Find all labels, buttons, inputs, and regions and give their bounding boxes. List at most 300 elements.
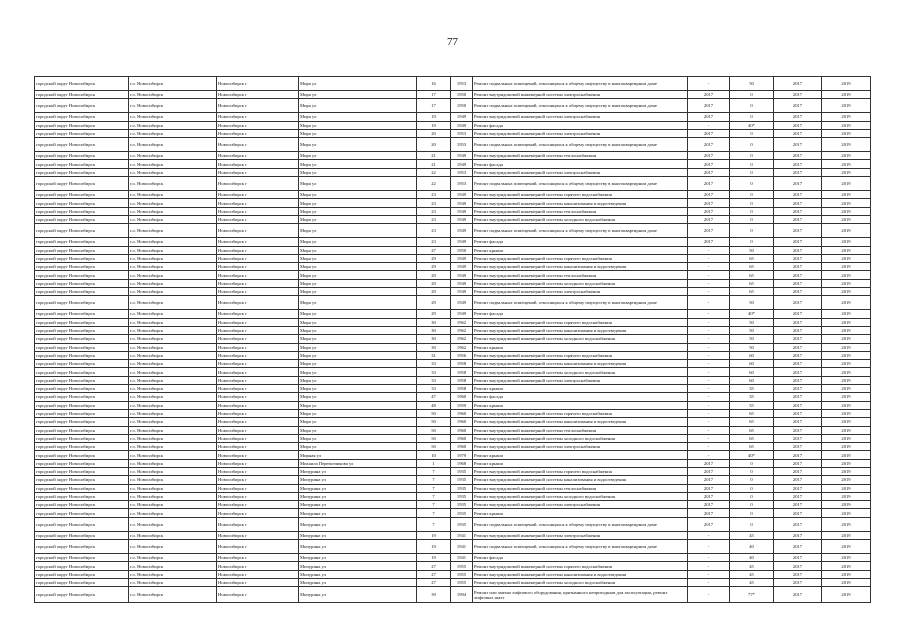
cell-year-from: 2017 (774, 517, 822, 531)
cell-settlement: г.о. Новосибирск (129, 501, 217, 509)
cell-end-year: 0 (730, 129, 774, 137)
cell-house: 29 (417, 296, 451, 310)
cell-municipality: городской округ Новосибирск (35, 296, 129, 310)
cell-municipality: городской округ Новосибирск (35, 121, 129, 129)
cell-street: Мира ул (299, 426, 417, 434)
cell-settlement: г.о. Новосибирск (129, 326, 217, 334)
cell-year: 1960 (451, 418, 473, 426)
cell-year-from: 2017 (774, 121, 822, 129)
cell-year: 1949 (451, 199, 473, 207)
cell-locality: Новосибирск г (217, 91, 299, 99)
cell-year-from: 2017 (774, 326, 822, 334)
cell-work-type: Ремонт внутридомовой инженерной системы горячего водоснабжения (473, 351, 688, 359)
cell-year-to: 2019 (822, 476, 871, 484)
cell-street: Мира ул (299, 409, 417, 417)
cell-end-year: 0 (730, 207, 774, 215)
table-row (35, 401, 871, 409)
cell-year-from: 2017 (774, 318, 822, 326)
cell-start-year: 2017 (688, 215, 730, 223)
cell-locality: Новосибирск г (217, 263, 299, 271)
cell-end-year: 0 (730, 476, 774, 484)
cell-end-year: 65 (730, 409, 774, 417)
cell-work-type: Ремонт крыши (473, 451, 688, 459)
cell-end-year: 0 (730, 177, 774, 191)
cell-work-type: Ремонт фасада (473, 238, 688, 246)
cell-end-year: 0 (730, 191, 774, 199)
cell-work-type: Ремонт внутридомовой инженерной системы канализования и водоотведения (473, 360, 688, 368)
cell-settlement: г.о. Новосибирск (129, 91, 217, 99)
cell-year-to: 2019 (822, 409, 871, 417)
cell-municipality: городской округ Новосибирск (35, 279, 129, 287)
cell-municipality: городской округ Новосибирск (35, 138, 129, 152)
cell-end-year: 50 (730, 326, 774, 334)
cell-settlement: г.о. Новосибирск (129, 224, 217, 238)
cell-settlement: г.о. Новосибирск (129, 335, 217, 343)
cell-end-year: 0 (730, 509, 774, 517)
cell-year-from: 2017 (774, 168, 822, 176)
table-row (35, 168, 871, 176)
cell-year: 1935 (451, 509, 473, 517)
cell-locality: Новосибирск г (217, 113, 299, 121)
cell-locality: Новосибирск г (217, 152, 299, 160)
cell-municipality: городской округ Новосибирск (35, 215, 129, 223)
cell-end-year: 60 (730, 376, 774, 384)
cell-street: Мира ул (299, 385, 417, 393)
cell-locality: Новосибирск г (217, 326, 299, 334)
cell-house: 19 (417, 554, 451, 562)
cell-start-year: 2017 (688, 168, 730, 176)
cell-locality: Новосибирск г (217, 476, 299, 484)
cell-end-year: 65 (730, 434, 774, 442)
cell-locality: Новосибирск г (217, 207, 299, 215)
cell-year: 1960 (451, 409, 473, 417)
cell-end-year: 40* (730, 451, 774, 459)
table-row (35, 562, 871, 570)
cell-settlement: г.о. Новосибирск (129, 531, 217, 539)
cell-year-from: 2017 (774, 246, 822, 254)
table-row (35, 160, 871, 168)
cell-work-type: Ремонт крыши (473, 343, 688, 351)
cell-year: 1953 (451, 77, 473, 91)
cell-settlement: г.о. Новосибирск (129, 451, 217, 459)
table-row (35, 177, 871, 191)
table-row (35, 138, 871, 152)
cell-year: 1949 (451, 263, 473, 271)
cell-year-to: 2019 (822, 215, 871, 223)
cell-end-year: 45 (730, 578, 774, 586)
cell-year-from: 2017 (774, 199, 822, 207)
cell-municipality: городской округ Новосибирск (35, 418, 129, 426)
cell-house: 50 (417, 426, 451, 434)
cell-settlement: г.о. Новосибирск (129, 570, 217, 578)
cell-end-year: 0 (730, 238, 774, 246)
cell-year-to: 2019 (822, 138, 871, 152)
cell-street: Мира ул (299, 271, 417, 279)
cell-house: 33 (417, 385, 451, 393)
cell-street: Мира ул (299, 199, 417, 207)
cell-work-type: Ремонт внутридомовой инженерной системы канализования и водоотведения (473, 326, 688, 334)
cell-year-to: 2019 (822, 418, 871, 426)
table-row (35, 310, 871, 318)
cell-house: 22 (417, 168, 451, 176)
cell-municipality: городской округ Новосибирск (35, 326, 129, 334)
cell-locality: Новосибирск г (217, 570, 299, 578)
cell-street: Мира ул (299, 129, 417, 137)
cell-work-type: Ремонт фасада (473, 160, 688, 168)
cell-house: 23 (417, 199, 451, 207)
cell-municipality: городской округ Новосибирск (35, 129, 129, 137)
cell-year: 1968 (451, 459, 473, 467)
cell-street: Мира ул (299, 254, 417, 262)
cell-year: 1949 (451, 207, 473, 215)
cell-start-year: 2017 (688, 501, 730, 509)
cell-start-year: - (688, 271, 730, 279)
cell-house: 19 (417, 531, 451, 539)
cell-end-year: 50 (730, 343, 774, 351)
table-row (35, 492, 871, 500)
cell-year: 1949 (451, 224, 473, 238)
cell-settlement: г.о. Новосибирск (129, 254, 217, 262)
cell-year-to: 2019 (822, 191, 871, 199)
cell-locality: Новосибирск г (217, 310, 299, 318)
table-row (35, 451, 871, 459)
cell-start-year: - (688, 393, 730, 401)
cell-year-from: 2017 (774, 254, 822, 262)
cell-year-from: 2017 (774, 152, 822, 160)
cell-house: 19 (417, 540, 451, 554)
cell-locality: Новосибирск г (217, 99, 299, 113)
cell-municipality: городской округ Новосибирск (35, 254, 129, 262)
table-row (35, 509, 871, 517)
cell-street: Михаила Перевозчикова ул (299, 459, 417, 467)
cell-street: Мира ул (299, 393, 417, 401)
cell-municipality: городской округ Новосибирск (35, 401, 129, 409)
cell-year: 1941 (451, 540, 473, 554)
cell-settlement: г.о. Новосибирск (129, 343, 217, 351)
cell-settlement: г.о. Новосибирск (129, 492, 217, 500)
cell-street: Мира ул (299, 418, 417, 426)
cell-locality: Новосибирск г (217, 279, 299, 287)
cell-locality: Новосибирск г (217, 177, 299, 191)
cell-start-year: - (688, 326, 730, 334)
cell-street: Мира ул (299, 238, 417, 246)
cell-street: Мира ул (299, 360, 417, 368)
cell-locality: Новосибирск г (217, 418, 299, 426)
cell-year-from: 2017 (774, 360, 822, 368)
cell-year-to: 2019 (822, 279, 871, 287)
cell-year-from: 2017 (774, 501, 822, 509)
cell-end-year: 50 (730, 246, 774, 254)
cell-settlement: г.о. Новосибирск (129, 578, 217, 586)
cell-year: 1958 (451, 360, 473, 368)
cell-start-year: 2017 (688, 459, 730, 467)
table-row (35, 540, 871, 554)
table-row (35, 113, 871, 121)
cell-year-from: 2017 (774, 99, 822, 113)
cell-year: 1941 (451, 531, 473, 539)
cell-street: Мира ул (299, 177, 417, 191)
cell-municipality: городской округ Новосибирск (35, 207, 129, 215)
cell-street: Мичурина ул (299, 509, 417, 517)
cell-house: 17 (417, 99, 451, 113)
cell-municipality: городской округ Новосибирск (35, 540, 129, 554)
cell-street: Мира ул (299, 296, 417, 310)
cell-municipality: городской округ Новосибирск (35, 451, 129, 459)
cell-start-year: - (688, 368, 730, 376)
cell-year-from: 2017 (774, 138, 822, 152)
table-row (35, 121, 871, 129)
table-row (35, 484, 871, 492)
table-row (35, 376, 871, 384)
cell-work-type: Ремонт фасада (473, 554, 688, 562)
cell-house: 23 (417, 207, 451, 215)
cell-street: Мира ул (299, 443, 417, 451)
cell-municipality: городской округ Новосибирск (35, 368, 129, 376)
cell-end-year: 50 (730, 77, 774, 91)
table-row (35, 517, 871, 531)
cell-year: 1959 (451, 401, 473, 409)
table-row (35, 199, 871, 207)
table-row (35, 288, 871, 296)
cell-settlement: г.о. Новосибирск (129, 484, 217, 492)
cell-end-year: 0 (730, 501, 774, 509)
cell-start-year: - (688, 121, 730, 129)
cell-settlement: г.о. Новосибирск (129, 271, 217, 279)
cell-year-from: 2017 (774, 467, 822, 475)
cell-year-from: 2017 (774, 77, 822, 91)
table-row (35, 467, 871, 475)
cell-work-type: Ремонт внутридомовой инженерной системы канализования и водоотведения (473, 476, 688, 484)
cell-start-year: - (688, 335, 730, 343)
cell-house: 20 (417, 129, 451, 137)
cell-start-year: - (688, 360, 730, 368)
table-row (35, 587, 871, 603)
table-row (35, 418, 871, 426)
cell-street: Мичурина ул (299, 578, 417, 586)
cell-year: 1949 (451, 254, 473, 262)
cell-locality: Новосибирск г (217, 129, 299, 137)
cell-locality: Новосибирск г (217, 426, 299, 434)
cell-end-year: 35 (730, 393, 774, 401)
cell-year-to: 2019 (822, 326, 871, 334)
cell-year-to: 2019 (822, 77, 871, 91)
cell-start-year: - (688, 587, 730, 603)
cell-start-year: 2017 (688, 138, 730, 152)
cell-start-year: 2017 (688, 199, 730, 207)
cell-year-to: 2019 (822, 360, 871, 368)
cell-year-from: 2017 (774, 562, 822, 570)
table-row (35, 129, 871, 137)
cell-street: Мира ул (299, 191, 417, 199)
cell-house: 29 (417, 310, 451, 318)
cell-house: 50 (417, 443, 451, 451)
cell-municipality: городской округ Новосибирск (35, 191, 129, 199)
cell-municipality: городской округ Новосибирск (35, 501, 129, 509)
cell-locality: Новосибирск г (217, 401, 299, 409)
cell-end-year: 40 (730, 540, 774, 554)
cell-year: 1962 (451, 326, 473, 334)
table-row (35, 426, 871, 434)
cell-year-from: 2017 (774, 418, 822, 426)
cell-locality: Новосибирск г (217, 368, 299, 376)
cell-start-year: 2017 (688, 160, 730, 168)
table-row (35, 443, 871, 451)
cell-year-from: 2017 (774, 191, 822, 199)
cell-year-to: 2019 (822, 484, 871, 492)
cell-end-year: 0 (730, 484, 774, 492)
cell-work-type: Ремонт крыши (473, 385, 688, 393)
cell-year-from: 2017 (774, 335, 822, 343)
cell-work-type: Ремонт фасада (473, 121, 688, 129)
cell-work-type: Ремонт внутридомовой инженерной системы электроснабжения (473, 113, 688, 121)
cell-year: 1960 (451, 393, 473, 401)
cell-work-type: Ремонт внутридомовой инженерной системы электроснабжения (473, 168, 688, 176)
table-row (35, 263, 871, 271)
cell-street: Мира ул (299, 113, 417, 121)
cell-locality: Новосибирск г (217, 77, 299, 91)
cell-year-to: 2019 (822, 587, 871, 603)
cell-settlement: г.о. Новосибирск (129, 168, 217, 176)
cell-locality: Новосибирск г (217, 409, 299, 417)
table-row (35, 279, 871, 287)
cell-year: 1958 (451, 376, 473, 384)
cell-house: 19 (417, 121, 451, 129)
cell-municipality: городской округ Новосибирск (35, 224, 129, 238)
cell-work-type: Ремонт внутридомовой инженерной системы электроснабжения (473, 91, 688, 99)
cell-settlement: г.о. Новосибирск (129, 409, 217, 417)
cell-municipality: городской округ Новосибирск (35, 393, 129, 401)
cell-work-type: Ремонт внутридомовой инженерной системы теплоснабжения (473, 271, 688, 279)
cell-year-from: 2017 (774, 129, 822, 137)
cell-start-year: 2017 (688, 517, 730, 531)
cell-end-year: 50 (730, 318, 774, 326)
cell-end-year: 45 (730, 562, 774, 570)
cell-end-year: 65 (730, 254, 774, 262)
cell-start-year: 2017 (688, 129, 730, 137)
cell-year-to: 2019 (822, 517, 871, 531)
cell-year-from: 2017 (774, 434, 822, 442)
table-row (35, 207, 871, 215)
cell-year-from: 2017 (774, 343, 822, 351)
cell-locality: Новосибирск г (217, 451, 299, 459)
table-row (35, 271, 871, 279)
cell-year-to: 2019 (822, 501, 871, 509)
cell-municipality: городской округ Новосибирск (35, 554, 129, 562)
cell-year-from: 2017 (774, 484, 822, 492)
cell-year-to: 2019 (822, 570, 871, 578)
cell-municipality: городской округ Новосибирск (35, 587, 129, 603)
cell-end-year: 65 (730, 443, 774, 451)
cell-year-to: 2019 (822, 271, 871, 279)
table-row (35, 254, 871, 262)
cell-start-year: 2017 (688, 484, 730, 492)
cell-year-to: 2019 (822, 368, 871, 376)
cell-year: 1955 (451, 570, 473, 578)
cell-year-from: 2017 (774, 451, 822, 459)
cell-end-year: 45 (730, 531, 774, 539)
cell-end-year: 0 (730, 467, 774, 475)
table-row (35, 531, 871, 539)
cell-municipality: городской округ Новосибирск (35, 360, 129, 368)
cell-house: 23 (417, 215, 451, 223)
cell-locality: Новосибирск г (217, 343, 299, 351)
cell-year-from: 2017 (774, 531, 822, 539)
table-row (35, 578, 871, 586)
cell-work-type: Ремонт внутридомовой инженерной системы холодного водоснабжения (473, 279, 688, 287)
cell-start-year: - (688, 401, 730, 409)
cell-year-from: 2017 (774, 215, 822, 223)
cell-end-year: 77* (730, 587, 774, 603)
cell-street: Мира ул (299, 138, 417, 152)
table-row (35, 570, 871, 578)
cell-year-to: 2019 (822, 335, 871, 343)
cell-street: Мира ул (299, 224, 417, 238)
cell-start-year: - (688, 246, 730, 254)
cell-street: Мичурина ул (299, 517, 417, 531)
cell-locality: Новосибирск г (217, 578, 299, 586)
cell-settlement: г.о. Новосибирск (129, 279, 217, 287)
cell-start-year: - (688, 409, 730, 417)
table-row (35, 238, 871, 246)
cell-start-year: 2017 (688, 467, 730, 475)
cell-year: 1960 (451, 426, 473, 434)
cell-house: 10 (417, 451, 451, 459)
cell-end-year: 65 (730, 263, 774, 271)
cell-street: Мира ул (299, 263, 417, 271)
cell-street: Мичурина ул (299, 587, 417, 603)
cell-municipality: городской округ Новосибирск (35, 335, 129, 343)
cell-municipality: городской округ Новосибирск (35, 152, 129, 160)
cell-year: 1950 (451, 99, 473, 113)
cell-work-type: Ремонт крыши (473, 509, 688, 517)
cell-settlement: г.о. Новосибирск (129, 177, 217, 191)
cell-locality: Новосибирск г (217, 492, 299, 500)
cell-start-year: - (688, 554, 730, 562)
table-row (35, 434, 871, 442)
cell-work-type: Ремонт подвальных помещений, относящихся к общему имуществу в многоквартирном доме (473, 99, 688, 113)
cell-work-type: Ремонт или замена лифтового оборудования, признанного непригодным для эксплуатации, ремонт лифтовых шахт (473, 587, 688, 603)
cell-end-year: 60 (730, 360, 774, 368)
cell-year: 1950 (451, 91, 473, 99)
cell-work-type: Ремонт подвальных помещений, относящихся к общему имуществу в многоквартирном доме (473, 296, 688, 310)
cell-locality: Новосибирск г (217, 160, 299, 168)
cell-street: Мичурина ул (299, 554, 417, 562)
cell-street: Мирная ул (299, 451, 417, 459)
table-row (35, 385, 871, 393)
cell-municipality: городской округ Новосибирск (35, 476, 129, 484)
cell-locality: Новосибирск г (217, 434, 299, 442)
cell-settlement: г.о. Новосибирск (129, 476, 217, 484)
cell-street: Мира ул (299, 99, 417, 113)
cell-locality: Новосибирск г (217, 459, 299, 467)
cell-work-type: Ремонт внутридомовой инженерной системы канализования и водоотведения (473, 199, 688, 207)
cell-year-to: 2019 (822, 578, 871, 586)
cell-municipality: городской округ Новосибирск (35, 77, 129, 91)
cell-house: 30 (417, 326, 451, 334)
cell-settlement: г.о. Новосибирск (129, 562, 217, 570)
cell-work-type: Ремонт внутридомовой инженерной системы горячего водоснабжения (473, 409, 688, 417)
cell-end-year: 45 (730, 570, 774, 578)
cell-year-from: 2017 (774, 509, 822, 517)
cell-year: 1949 (451, 152, 473, 160)
cell-municipality: городской округ Новосибирск (35, 562, 129, 570)
cell-start-year: 2017 (688, 99, 730, 113)
cell-locality: Новосибирск г (217, 554, 299, 562)
cell-work-type: Ремонт внутридомовой инженерной системы холодного водоснабжения (473, 215, 688, 223)
cell-start-year: - (688, 254, 730, 262)
cell-settlement: г.о. Новосибирск (129, 434, 217, 442)
cell-work-type: Ремонт внутридомовой инженерной системы канализования и водоотведения (473, 418, 688, 426)
